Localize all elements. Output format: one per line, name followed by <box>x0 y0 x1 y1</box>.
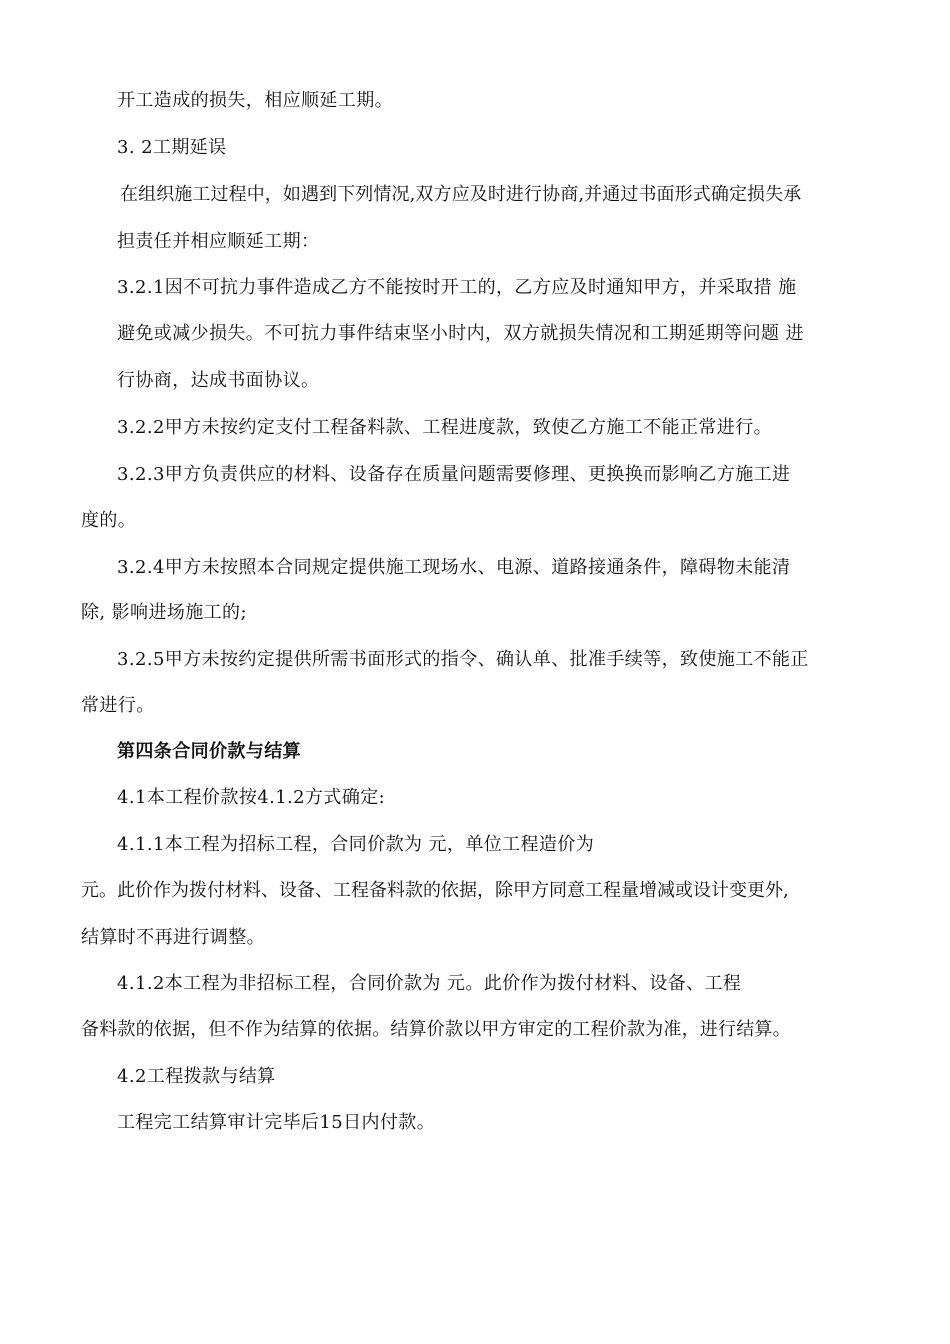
text-line: 3.2.1因不可抗力事件造成乙方不能按时开工的，乙方应及时通知甲方，并采取措 施 <box>117 277 797 298</box>
text-line: 3.2.5甲方未按约定提供所需书面形式的指令、确认单、批准手续等，致使施工不能正 <box>117 649 809 670</box>
text-line: 担责任并相应顺延工期： <box>117 231 320 252</box>
text-line: 行协商，达成书面协议。 <box>117 370 320 391</box>
text-line: 工程完工结算审计完毕后15日内付款。 <box>117 1112 436 1133</box>
text-line: 度的。 <box>81 510 137 531</box>
section-heading: 4.2工程拨款与结算 <box>117 1066 276 1087</box>
text-line: 避免或减少损失。不可抗力事件结束坚小时内，双方就损失情况和工期延期等问题 进 <box>117 323 804 344</box>
section-heading: 3. 2工期延误 <box>117 137 227 158</box>
text-line: 3.2.3甲方负责供应的材料、设备存在质量问题需要修理、更换换而影响乙方施工进 <box>117 464 791 485</box>
text-line: 结算时不再进行调整。 <box>81 927 265 948</box>
text-line: 元。此价作为拨付材料、设备、工程备料款的依据，除甲方同意工程量增减或设计变更外, <box>81 880 789 901</box>
text-line: 4.1.2本工程为非招标工程，合同价款为 元。此价作为拨付材料、设备、工程 <box>117 973 742 994</box>
text-line: 备料款的依据，但不作为结算的依据。结算价款以甲方审定的工程价款为准，进行结算。 <box>81 1019 791 1040</box>
text-line: 在组织施工过程中，如遇到下列情况,双方应及时进行协商,并通过书面形式确定损失承 <box>120 184 802 205</box>
article-heading: 第四条合同价款与结算 <box>117 741 301 762</box>
text-line: 开工造成的损失，相应顺延工期。 <box>117 90 393 111</box>
text-line: 3.2.4甲方未按照本合同规定提供施工现场水、电源、道路接通条件，障碍物未能清 <box>117 557 791 578</box>
text-line: 常进行。 <box>81 695 155 716</box>
text-line: 3.2.2甲方未按约定支付工程备料款、工程进度款，致使乙方施工不能正常进行。 <box>117 417 772 438</box>
text-line: 4.1本工程价款按4.1.2方式确定: <box>117 787 386 808</box>
text-line: 4.1.1本工程为招标工程，合同价款为 元，单位工程造价为 <box>117 834 595 855</box>
text-line: 除, 影响进场施工的; <box>81 602 247 623</box>
